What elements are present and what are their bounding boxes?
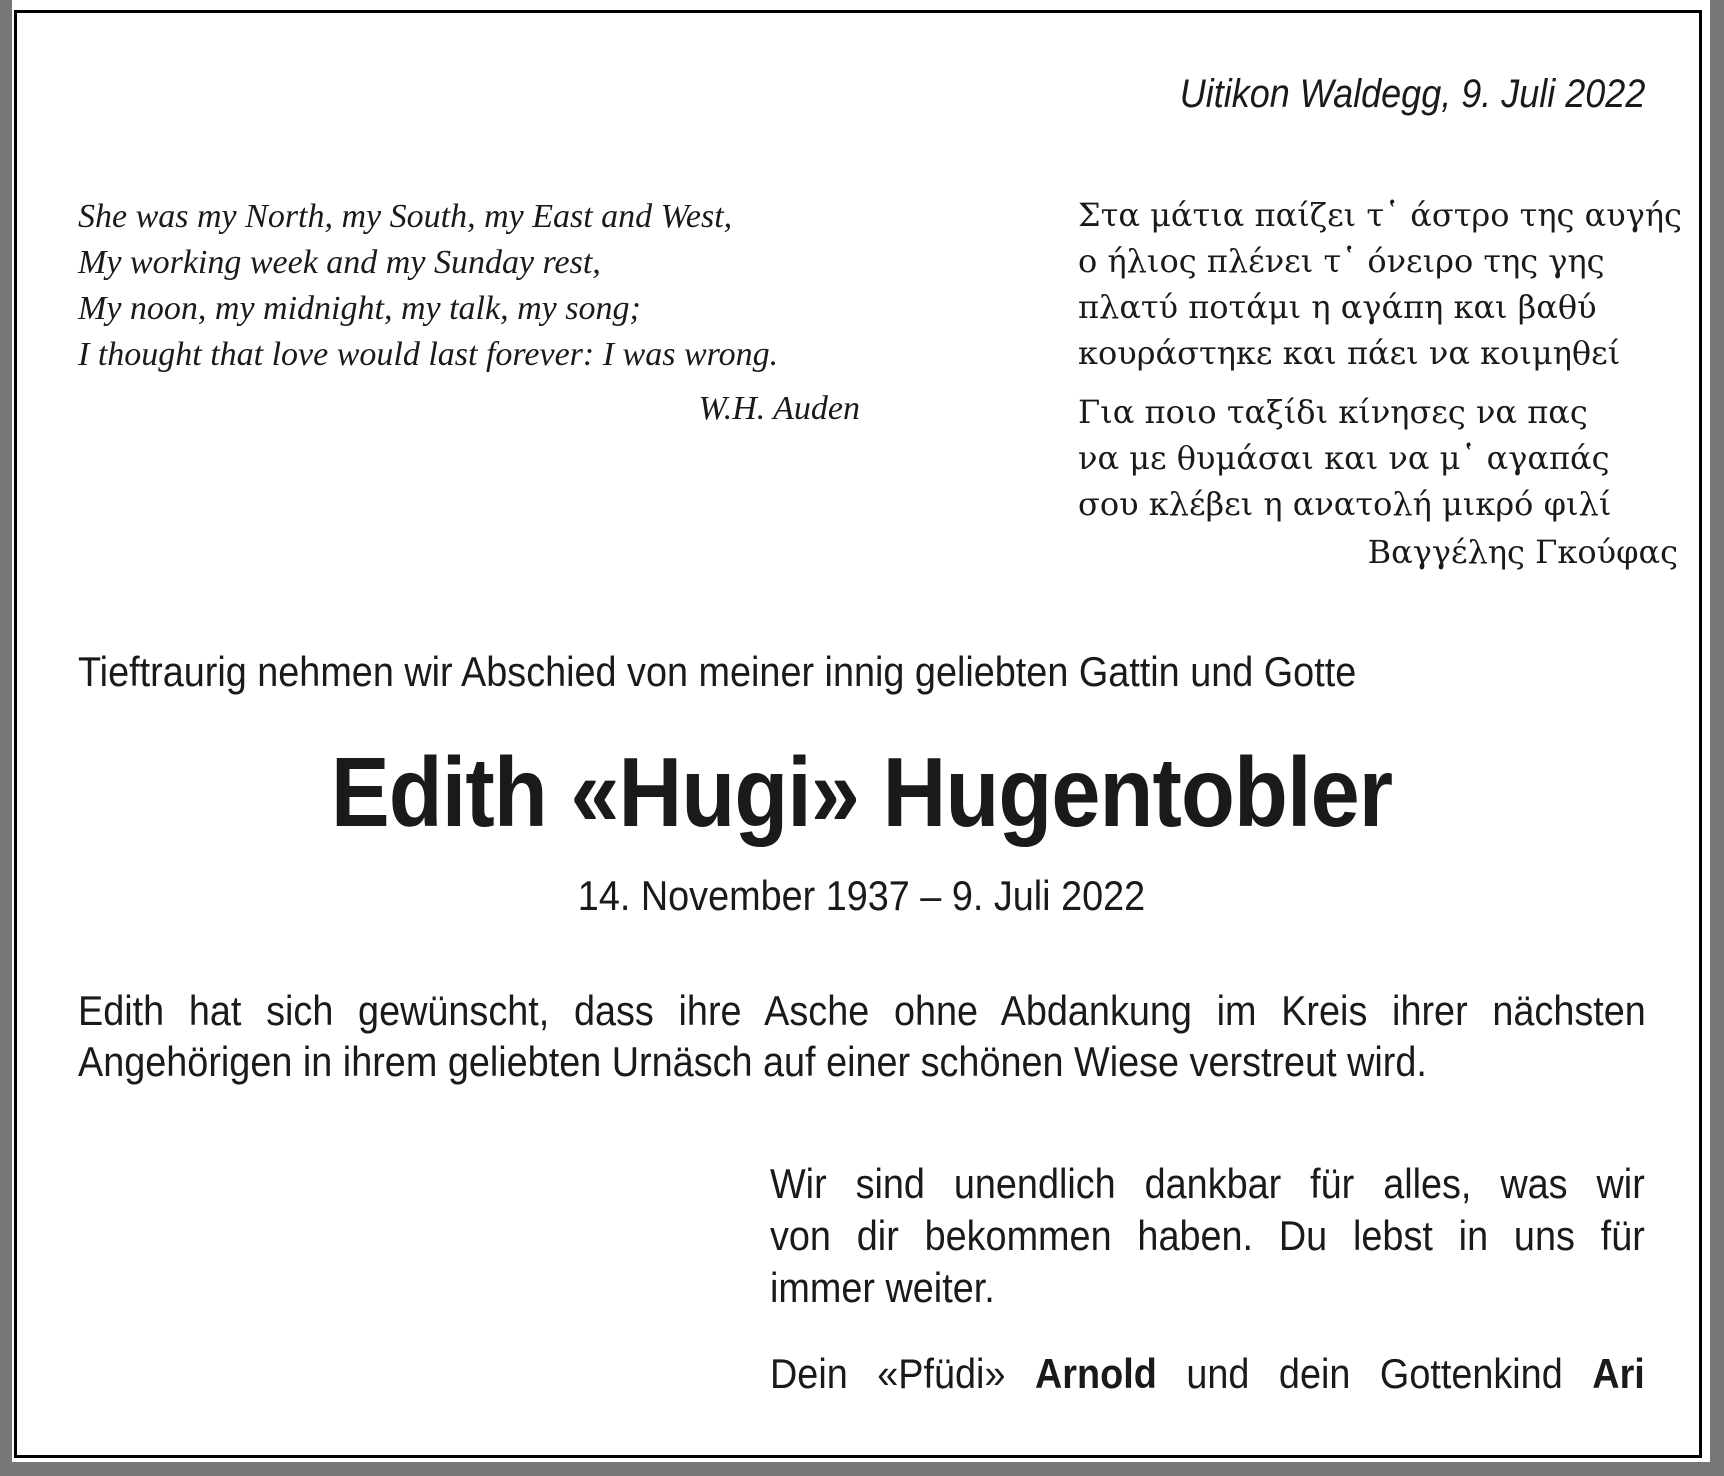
wish-paragraph <box>78 985 1646 1087</box>
obituary-page <box>12 0 1710 1462</box>
poem-line: να με θυμάσαι και να μ῾ αγαπάς <box>1078 439 1610 477</box>
life-dates: 14. November 1937 – 9. Juli 2022 <box>577 872 1146 919</box>
poem-line: κουράστηκε και πάει να κοιμηθεί <box>1078 334 1621 372</box>
poem-line: My working week and my Sunday rest, <box>78 244 601 281</box>
poem-line: πλατύ ποτάμι η αγάπη και βαθύ <box>1078 288 1597 326</box>
english-poem <box>78 194 870 432</box>
poem-line: My noon, my midnight, my talk, my song; <box>78 290 641 327</box>
mourner-name: Ari <box>1592 1350 1645 1397</box>
poem-line: Στα μάτια παίζει τ῾ άστρο της αυγής <box>1078 196 1682 234</box>
deceased-name: Edith «Hugi» Hugentobler <box>330 737 1393 847</box>
paragraph-line: immer weiter. <box>770 1264 995 1311</box>
thanks-paragraph <box>770 1158 1645 1314</box>
closing-text: Dein «Pfüdi» <box>770 1350 1036 1397</box>
paragraph-line: von dir bekommen haben. Du lebst in uns für <box>770 1212 1645 1259</box>
greek-poem-stanza-2 <box>1078 389 1678 527</box>
place-date-line: Uitikon Waldegg, 9. Juli 2022 <box>1179 72 1645 116</box>
paragraph-line: Angehörigen in ihrem geliebten Urnäsch auf einer schönen Wiese verstreut wird. <box>78 1038 1427 1085</box>
paragraph-line: Edith hat sich gewünscht, dass ihre Asche ohne Abdankung im Kreis ihrer nächsten <box>78 987 1646 1034</box>
poem-line: Για ποιο ταξίδι κίνησες να πας <box>1078 393 1588 431</box>
closing-line <box>770 1350 1645 1398</box>
poem-line: She was my North, my South, my East and West, <box>78 198 733 235</box>
poem-line: σου κλέβει η ανατολή μικρό φιλί <box>1078 485 1612 523</box>
paragraph-line: Wir sind unendlich dankbar für alles, was wir <box>770 1160 1645 1207</box>
poem-attribution: Βαγγέλης Γκούφας <box>1367 533 1678 571</box>
greek-poem <box>1078 192 1682 575</box>
poem-line: I thought that love would last forever: I was wrong. <box>78 336 779 373</box>
mourner-name: Arnold <box>1035 1350 1157 1397</box>
poem-attribution: W.H. Auden <box>698 390 860 427</box>
greek-poem-stanza-1 <box>1078 192 1682 376</box>
closing-text: und dein Gottenkind <box>1156 1350 1593 1397</box>
poem-line: ο ήλιος πλένει τ῾ όνειρο της γης <box>1078 242 1605 280</box>
page-content <box>78 0 1682 1462</box>
intro-line: Tieftraurig nehmen wir Abschied von meiner innig geliebten Gattin und Gotte <box>78 648 1357 695</box>
